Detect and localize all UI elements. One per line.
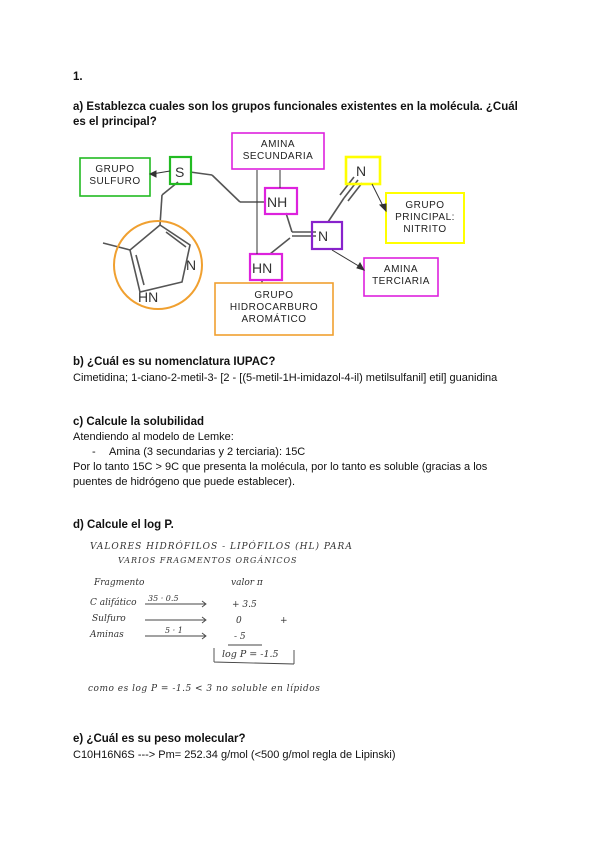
hand-row-mid: 35 · 0.5 bbox=[148, 594, 179, 603]
atom-s: S bbox=[175, 164, 185, 180]
atom-n-ring: N bbox=[186, 257, 197, 273]
label-sulfuro: GRUPO SULFURO bbox=[82, 164, 148, 188]
answer-b: Cimetidina; 1-ciano-2-metil-3- [2 - [(5-metil-1H-imidazol-4-il) metilsulfanil] etil] guanidina bbox=[73, 372, 498, 384]
question-e: e) ¿Cuál es su peso molecular? bbox=[73, 733, 246, 745]
question-c: c) Calcule la solubilidad bbox=[73, 416, 205, 428]
answer-c-bullet: Amina (3 secundarias y 2 terciaria): 15C bbox=[109, 446, 306, 458]
hand-row-extra: + bbox=[280, 616, 288, 626]
answer-c-line3: puentes de hidrógeno que puede establecer). bbox=[73, 476, 296, 488]
hand-title-1: VALORES HIDRÓFILOS - LIPÓFILOS (HL) PARA bbox=[90, 542, 353, 552]
label-amina-terciaria: AMINA TERCIARIA bbox=[366, 264, 436, 288]
hand-col-value: valor π bbox=[231, 578, 263, 588]
hand-row-name: Sulfuro bbox=[92, 614, 126, 624]
hand-title-2: VARIOS FRAGMENTOS ORGÁNICOS bbox=[118, 556, 298, 565]
hand-result: log P = -1.5 bbox=[222, 649, 279, 660]
answer-c-line2: Por lo tanto 15C > 9C que presenta la molécula, por lo tanto es soluble (gracias a los bbox=[73, 461, 488, 473]
atom-nh: NH bbox=[267, 194, 288, 210]
hand-conclusion: como es log P = -1.5 < 3 no soluble en lípidos bbox=[88, 684, 321, 694]
hand-row-name: C alifático bbox=[90, 598, 137, 608]
question-b: b) ¿Cuál es su nomenclatura IUPAC? bbox=[73, 356, 276, 368]
question-a: a) Establezca cuales son los grupos funcionales existentes en la molécula. ¿Cuál es el principal? bbox=[73, 101, 518, 128]
atom-hn: HN bbox=[252, 260, 273, 276]
answer-c-line1: Atendiendo al modelo de Lemke: bbox=[73, 431, 234, 443]
label-aromatico: GRUPO HIDROCARBURO AROMÁTICO bbox=[217, 290, 331, 326]
hand-row-name: Aminas bbox=[90, 630, 124, 640]
answer-c-bullet-dash: - bbox=[92, 446, 96, 458]
hand-col-fragment: Fragmento bbox=[94, 578, 145, 588]
hand-row-mid: 5 · 1 bbox=[165, 626, 183, 635]
atom-n-nitrile: N bbox=[356, 163, 367, 179]
atom-n-imine: N bbox=[318, 228, 329, 244]
atom-hn-ring: HN bbox=[138, 289, 159, 305]
hand-row-value: + 3.5 bbox=[232, 600, 257, 610]
label-principal: GRUPO PRINCIPAL: NITRITO bbox=[388, 200, 462, 236]
hand-row-value: 0 bbox=[236, 616, 242, 626]
section-number: 1. bbox=[73, 71, 83, 83]
hand-row-value: - 5 bbox=[234, 632, 246, 642]
label-amina-secundaria: AMINA SECUNDARIA bbox=[234, 139, 322, 163]
answer-e: C10H16N6S ---> Pm= 252.34 g/mol (<500 g/mol regla de Lipinski) bbox=[73, 749, 396, 761]
question-d: d) Calcule el log P. bbox=[73, 519, 174, 531]
